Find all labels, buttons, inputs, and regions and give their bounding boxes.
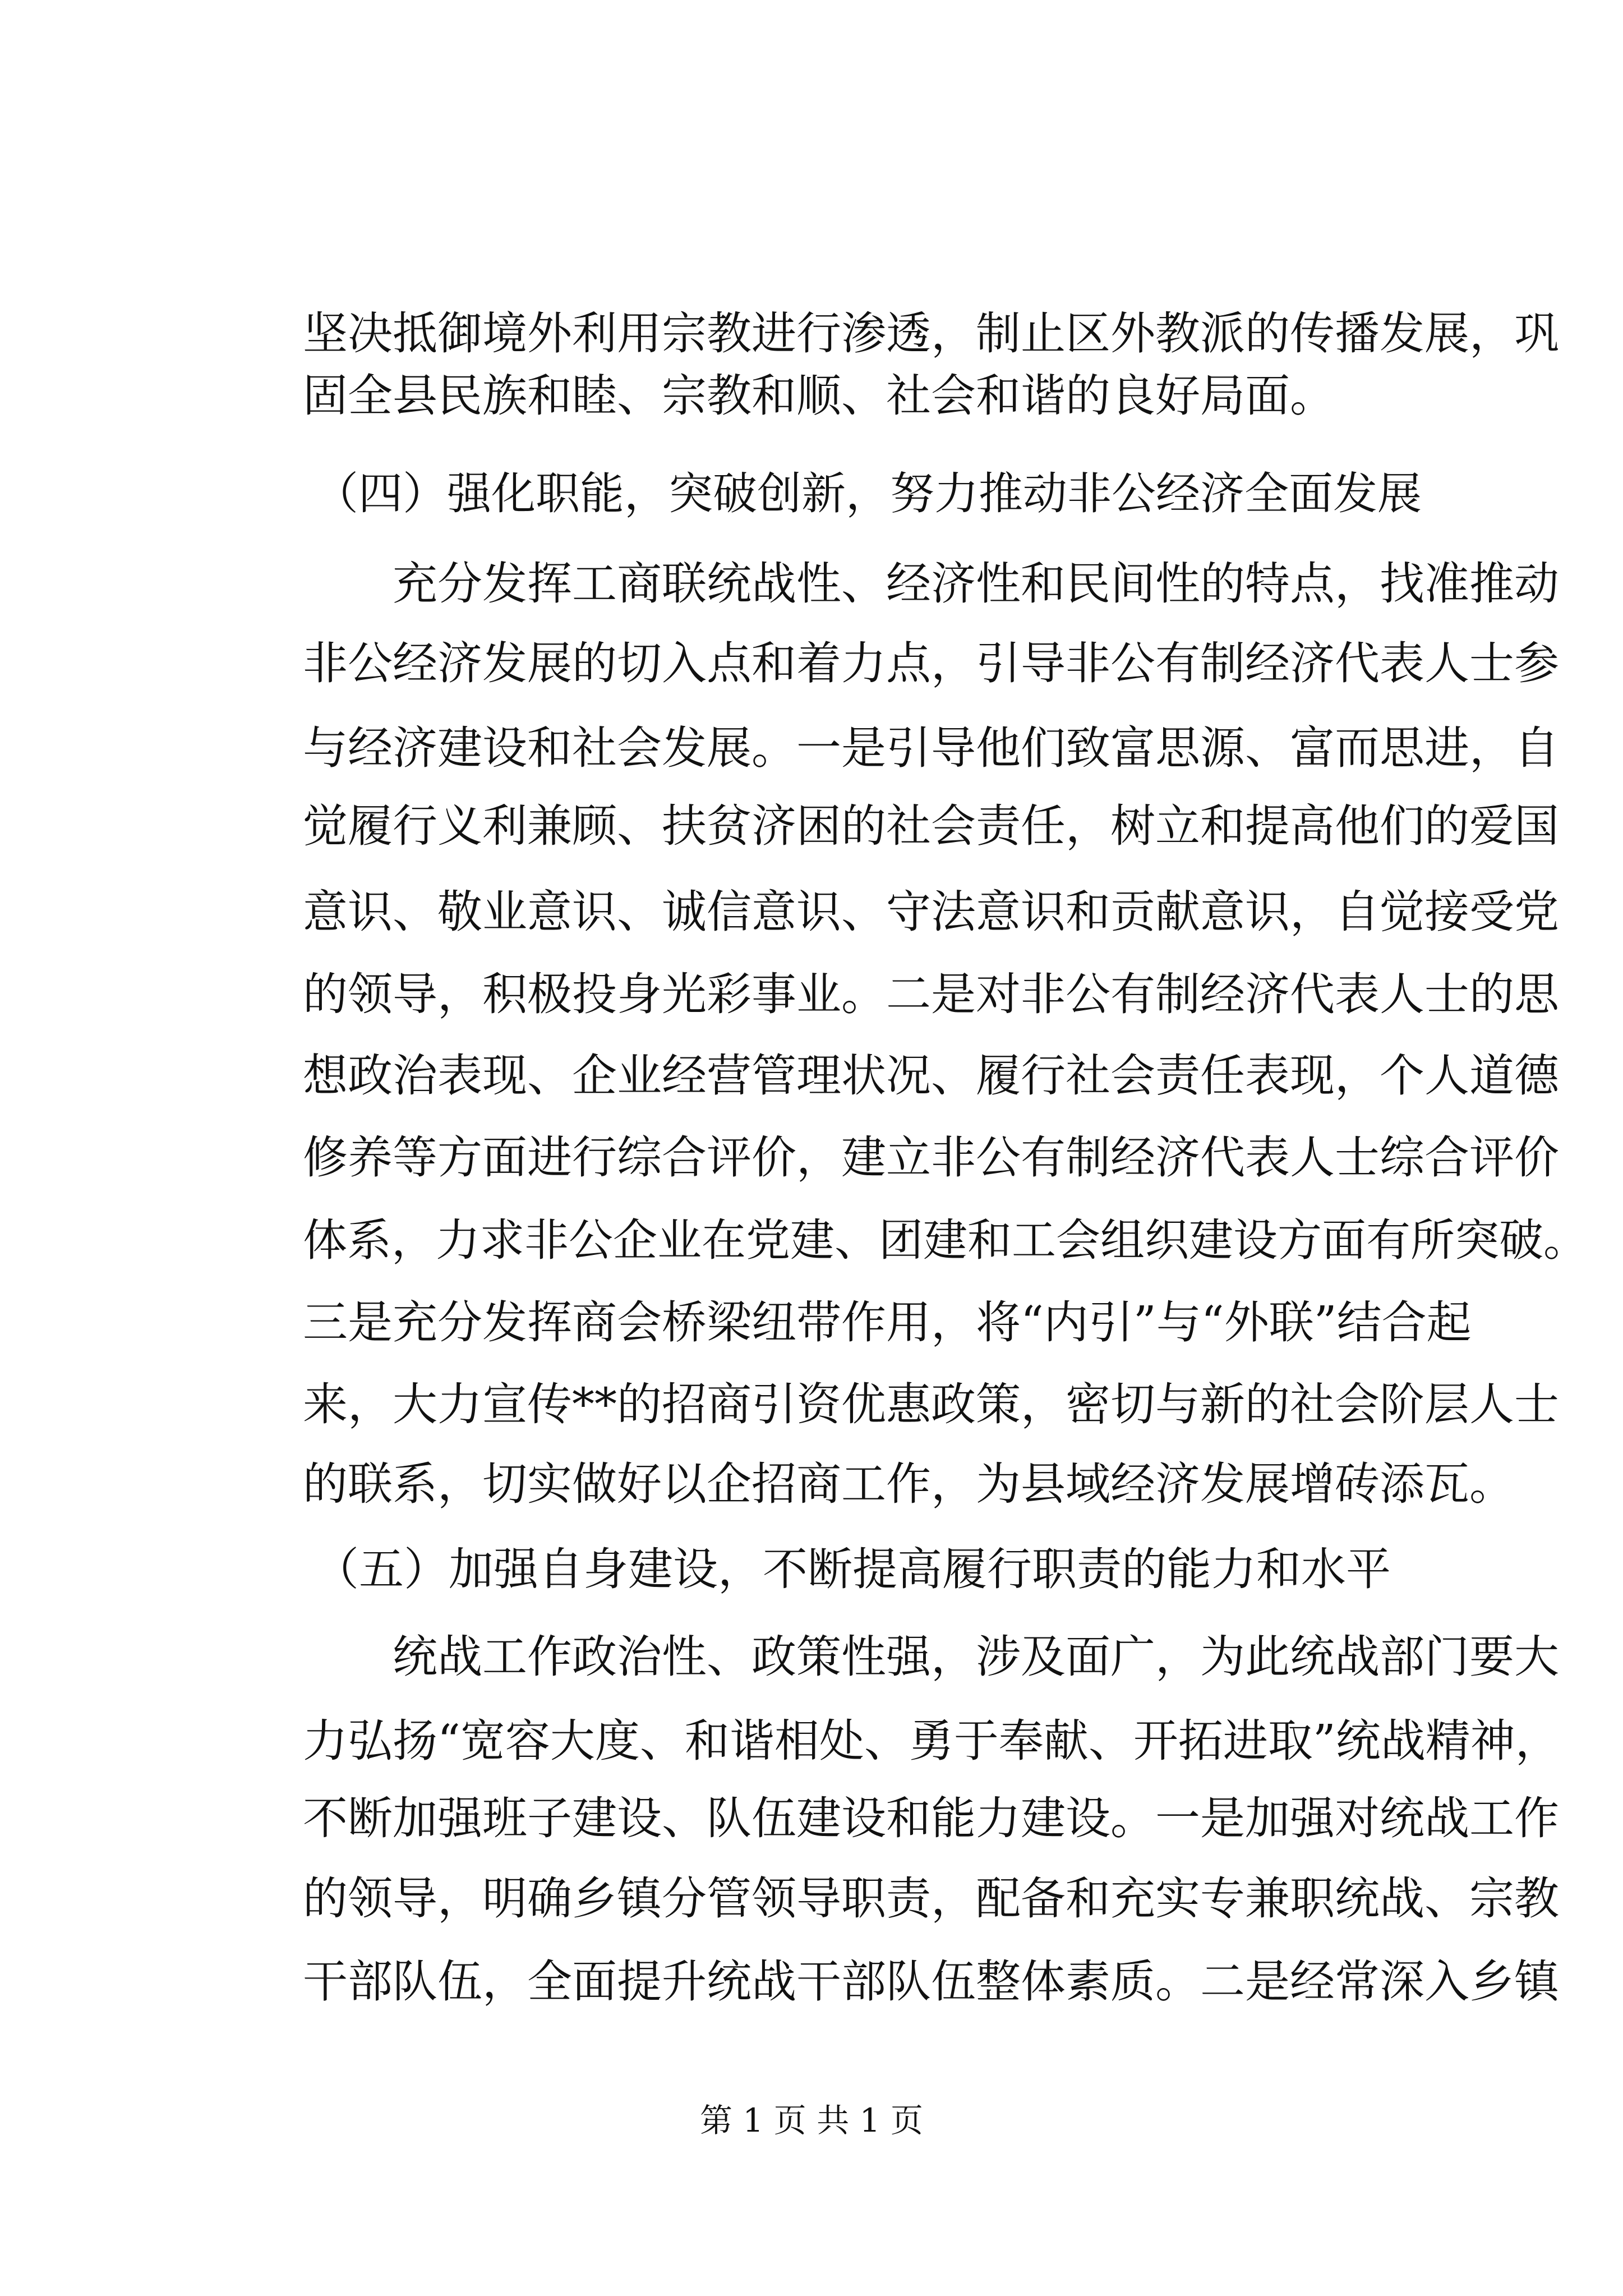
text-line-21: 干部队伍，全面提升统战干部队伍整体素质。二是经常深入乡镇 — [303, 1955, 1559, 2008]
text-line-4: 充分发挥工商联统战性、经济性和民间性的特点，找准推动 — [393, 558, 1559, 610]
text-line-8: 意识、敬业意识、诚信意识、守法意识和贡献意识，自觉接受党 — [303, 886, 1559, 938]
text-line-19: 不断加强班子建设、队伍建设和能力建设。一是加强对统战工作 — [303, 1792, 1559, 1844]
text-line-15: 的联系，切实做好以企招商工作，为县域经济发展增砖添瓦。 — [303, 1458, 1514, 1510]
text-line-14: 来，大力宣传**的招商引资优惠政策，密切与新的社会阶层人士 — [303, 1378, 1559, 1430]
text-line-20: 的领导，明确乡镇分管领导职责，配备和充实专兼职统战、宗教 — [303, 1872, 1559, 1925]
text-line-6: 与经济建设和社会发展。一是引导他们致富思源、富而思进，自 — [303, 722, 1559, 774]
text-line-5: 非公经济发展的切入点和着力点，引导非公有制经济代表人士参 — [303, 637, 1559, 689]
text-line-12: 体系，力求非公企业在党建、团建和工会组织建设方面有所突破。 — [303, 1214, 1588, 1266]
text-line-2: 固全县民族和睦、宗教和顺、社会和谐的良好局面。 — [303, 370, 1335, 422]
section-heading-5: （五）加强自身建设，不断提高履行职责的能力和水平 — [314, 1543, 1391, 1595]
text-line-11: 修养等方面进行综合评价，建立非公有制经济代表人士综合评价 — [303, 1131, 1559, 1184]
page-number-footer: 第 1 页 共 1 页 — [700, 2101, 923, 2139]
text-line-17: 统战工作政治性、政策性强，涉及面广，为此统战部门要大 — [393, 1631, 1559, 1683]
text-line-7: 觉履行义利兼顾、扶贫济困的社会责任，树立和提高他们的爱国 — [303, 800, 1559, 852]
text-line-9: 的领导，积极投身光彩事业。二是对非公有制经济代表人士的思 — [303, 968, 1559, 1020]
text-line-18: 力弘扬“宽容大度、和谐相处、勇于奉献、开拓进取”统战精神， — [303, 1715, 1560, 1767]
text-line-10: 想政治表现、企业经营管理状况、履行社会责任表现，个人道德 — [303, 1050, 1559, 1102]
section-heading-4: （四）强化职能，突破创新，努力推动非公经济全面发展 — [314, 468, 1422, 519]
text-line-13: 三是充分发挥商会桥梁纽带作用，将“内引”与“外联”结合起 — [303, 1296, 1472, 1349]
text-line-1: 坚决抵御境外利用宗教进行渗透，制止区外教派的传播发展，巩 — [303, 307, 1559, 360]
